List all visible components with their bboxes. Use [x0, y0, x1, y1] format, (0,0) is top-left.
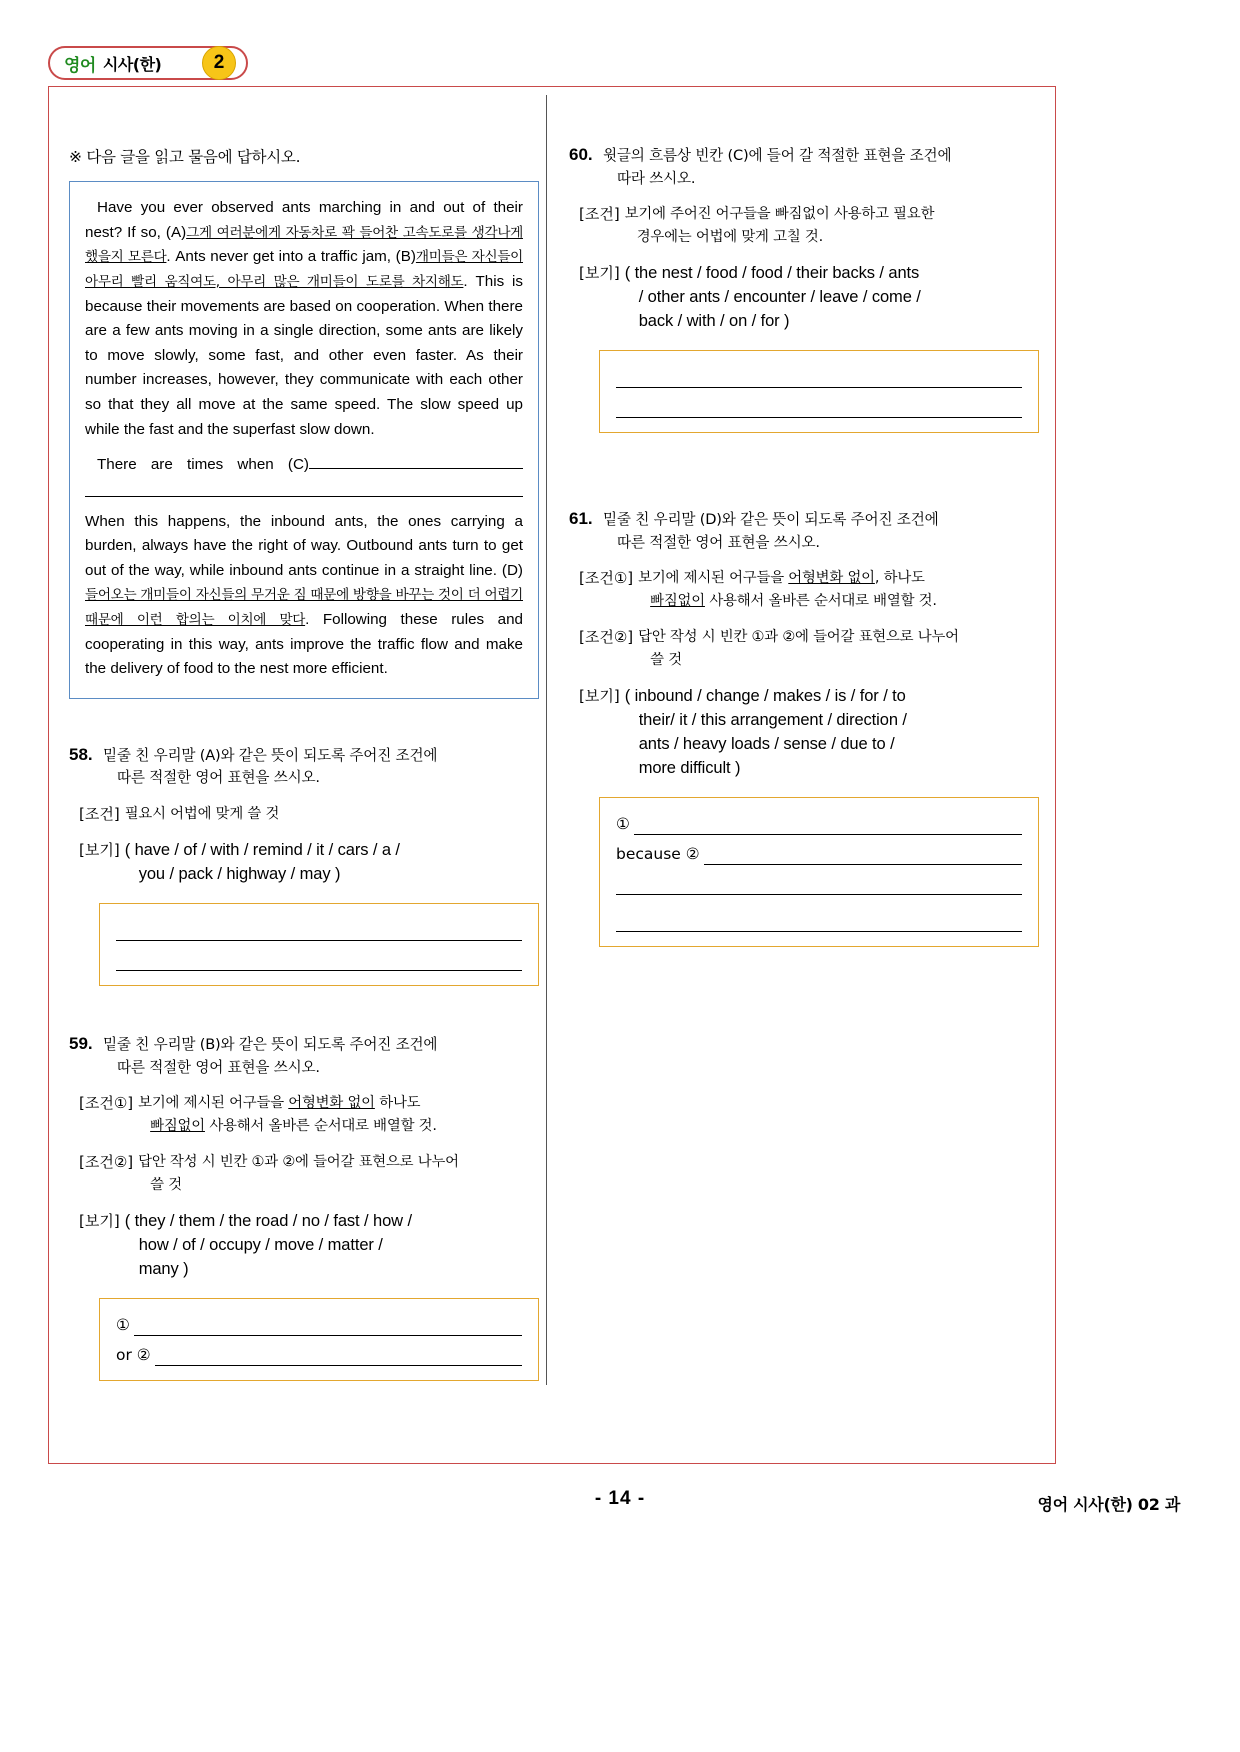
- passage-paragraph-2: [85, 453, 523, 505]
- passage-underline-b: 개미들은 자신들이 아무리 빨리 움직여도, 아무리 많은 개미들이 도로를 차지해도: [85, 249, 523, 290]
- passage-underline-a: 그게 여러분에게 자동차로 꽉 들어찬 고속도로를 생각나게 했을지 모른다: [85, 224, 523, 266]
- question-59-wordbank-label: [보기]: [79, 1212, 120, 1231]
- q59-c1-pre: 보기에 제시된 어구들을: [138, 1095, 289, 1112]
- question-61-answer-line-3[interactable]: [616, 872, 1022, 895]
- question-58-answer-line-2[interactable]: [116, 948, 522, 971]
- question-61-condition-2-text: [638, 626, 959, 672]
- question-59-prompt-line1: 밑줄 친 우리말 (B)와 같은 뜻이 되도록 주어진 조건에: [103, 1035, 438, 1053]
- question-61-condition-2: [569, 626, 1039, 672]
- passage-paragraph-1: [85, 196, 523, 442]
- question-61-answer-row-2[interactable]: [616, 842, 1022, 865]
- question-58-answer-line-1[interactable]: [116, 918, 522, 941]
- question-59-number: 59.: [69, 1033, 93, 1053]
- question-61-wordbank-body: [625, 685, 907, 781]
- question-60-header: [569, 145, 1039, 190]
- question-60-condition-label: [조건]: [579, 205, 620, 224]
- q61-c1-underline-1: 어형변화 없이: [788, 570, 875, 587]
- question-60-condition-text: [625, 203, 935, 249]
- question-59-condition-2-label: [조건②]: [79, 1153, 134, 1172]
- question-61-answer-prefix-1: ①: [616, 815, 630, 834]
- left-column: [69, 145, 539, 1381]
- question-59: [69, 1034, 539, 1381]
- question-58-answer-box[interactable]: [99, 903, 539, 986]
- question-59-answer-line-2[interactable]: [155, 1343, 522, 1366]
- question-58-wordbank-body: [125, 839, 400, 887]
- question-61-number: 61.: [569, 509, 593, 529]
- question-58-condition: [69, 803, 539, 826]
- question-60-condition: [569, 203, 1039, 249]
- q60-c1-line2: 경우에는 어법에 맞게 고칠 것.: [636, 229, 823, 246]
- page-content-frame: [48, 86, 1056, 1464]
- q61-c1-line2: [638, 590, 937, 613]
- question-61-answer-prefix-2: because ②: [616, 845, 700, 864]
- question-59-answer-row-2[interactable]: [116, 1343, 522, 1366]
- question-59-wordbank-line2: how / of / occupy / move / matter /: [138, 1236, 383, 1255]
- question-60-wordbank-line1: ( the nest / food / food / their backs / ants: [624, 264, 920, 283]
- q59-c2-line2: 쓸 것: [150, 1177, 182, 1194]
- question-61-wordbank-line2: their/ it / this arrangement / direction /: [638, 711, 907, 730]
- question-60-wordbank-line3: back / with / on / for ): [638, 312, 790, 331]
- passage-p3-part-b: . Following these rules and cooperating in this way, ants improve the traffic flow and make the delivery of food to the nest more efficient.: [85, 611, 523, 678]
- question-59-wordbank-line1: ( they / them / the road / no / fast / how /: [124, 1212, 412, 1231]
- column-divider: [546, 95, 547, 1385]
- question-58-header: [69, 745, 539, 790]
- question-61-answer-gap-1: [616, 835, 1022, 842]
- question-60-prompt-line1: 윗글의 흐름상 빈칸 (C)에 들어 갈 적절한 표현을 조건에: [603, 147, 952, 164]
- question-59-answer-gap: [116, 1336, 522, 1343]
- footer-lesson-label: 영어 시사(한) 02 과: [1037, 1495, 1180, 1514]
- question-60-prompt-line2: 따라 쓰시오.: [617, 169, 696, 187]
- question-58-number: 58.: [69, 744, 93, 764]
- question-60-wordbank-line2: / other ants / encounter / leave / come /: [638, 288, 921, 307]
- question-61-header: [569, 509, 1039, 554]
- question-59-condition-2: [69, 1151, 539, 1197]
- question-61-answer-gap-2: [616, 865, 1022, 872]
- question-58-prompt-line2: 따른 적절한 영어 표현을 쓰시오.: [117, 769, 320, 787]
- question-61-answer-line-4[interactable]: [616, 909, 1022, 932]
- passage-p2-text: There are times when (C): [97, 456, 309, 474]
- question-61-answer-line-1[interactable]: [634, 812, 1022, 835]
- question-59-answer-prefix-2: or ②: [116, 1346, 151, 1365]
- question-58: [69, 745, 539, 986]
- passage-p3-part-a: When this happens, the inbound ants, the ones carrying a burden, always have the right of way. Outbound ants turn to get out of the way, while inbound ants continue in a straight line. (D): [85, 512, 523, 579]
- passage-p1-part-a: Have you ever observed ants marching in and out of their nest? If so, (A): [85, 199, 523, 241]
- question-59-header: [69, 1034, 539, 1079]
- footer-page-number: - 14 -: [594, 1488, 646, 1509]
- question-61-condition-1: [569, 567, 1039, 613]
- reading-instruction: ※ 다음 글을 읽고 물음에 답하시오.: [69, 148, 301, 166]
- question-60-wordbank-label: [보기]: [579, 264, 620, 283]
- passage-underline-d: 들어오는 개미들이 자신들의 무거운 짐 때문에 방향을 바꾸는 것이 더 어렵기 때문에 이런 합의는 이치에 맞다: [85, 587, 523, 628]
- question-60-answer-line-2[interactable]: [616, 395, 1022, 418]
- question-59-condition-1-text: [138, 1092, 437, 1138]
- header-title: 시사(한): [102, 54, 162, 74]
- blank-c-line2: [85, 496, 523, 497]
- question-60: [569, 145, 1039, 433]
- q61-c1-pre: 보기에 제시된 어구들을: [638, 570, 789, 587]
- q59-c1-underline-2: 빠짐없이: [150, 1118, 205, 1135]
- q61-c1-line2-post: 사용해서 올바른 순서대로 배열할 것.: [704, 593, 937, 610]
- question-60-answer-line-1[interactable]: [616, 365, 1022, 388]
- passage-paragraph-3: [85, 510, 523, 682]
- question-60-wordbank: [569, 262, 1039, 334]
- question-58-wordbank-line2: you / pack / highway / may ): [138, 865, 341, 884]
- q61-c1-post: , 하나도: [874, 570, 925, 587]
- question-61-condition-1-text: [638, 567, 937, 613]
- question-58-condition-text: 필요시 어법에 맞게 쓸 것: [124, 806, 280, 823]
- question-59-condition-2-text: [138, 1151, 459, 1197]
- question-59-condition-1: [69, 1092, 539, 1138]
- q61-c2-line1: 답안 작성 시 빈칸 ①과 ②에 들어갈 표현으로 나누어: [638, 629, 959, 646]
- header-lesson-badge: 2: [202, 46, 236, 80]
- q59-c2-line1: 답안 작성 시 빈칸 ①과 ②에 들어갈 표현으로 나누어: [138, 1154, 459, 1171]
- question-58-wordbank: [69, 839, 539, 887]
- right-column: [569, 145, 1039, 947]
- q59-c1-line2: [138, 1115, 437, 1138]
- question-61-answer-box[interactable]: [599, 797, 1039, 947]
- question-59-prompt-line2: 따른 적절한 영어 표현을 쓰시오.: [117, 1058, 320, 1076]
- reading-passage: [69, 181, 539, 699]
- question-58-condition-label: [조건]: [79, 805, 120, 824]
- question-61-answer-gap-3: [616, 902, 1022, 909]
- question-59-wordbank: [69, 1210, 539, 1282]
- q60-c1-line1: 보기에 주어진 어구들을 빠짐없이 사용하고 필요한: [624, 206, 935, 223]
- passage-p1-part-c: . This is because their movements are based on cooperation. When there are a few ants moving in a single direction, some ants are likely to move slowly, some fast, and other even faster. As their number increases, however, they communicate with each other so that they all move at the same speed. The slow speed up while the fast and the superfast slow down.: [85, 272, 523, 438]
- question-61-answer-row-1[interactable]: [616, 812, 1022, 835]
- question-61-wordbank-line1: ( inbound / change / makes / is / for / to: [624, 687, 906, 706]
- question-59-condition-1-label: [조건①]: [79, 1094, 134, 1113]
- header-subject: 영어: [64, 55, 96, 76]
- question-59-wordbank-body: [125, 1210, 412, 1282]
- question-61-wordbank-line3: ants / heavy loads / sense / due to /: [638, 735, 895, 754]
- question-58-prompt: [103, 745, 437, 790]
- question-61-wordbank-line4: more difficult ): [638, 759, 741, 778]
- question-61-prompt-line1: 밑줄 친 우리말 (D)와 같은 뜻이 되도록 주어진 조건에: [603, 511, 939, 529]
- question-59-answer-line-1[interactable]: [134, 1313, 522, 1336]
- question-61-prompt: [603, 509, 939, 554]
- question-58-wordbank-label: [보기]: [79, 841, 120, 860]
- question-61: [569, 509, 1039, 947]
- q61-c1-underline-2: 빠짐없이: [650, 593, 705, 610]
- question-58-wordbank-line1: ( have / of / with / remind / it / cars / a /: [124, 841, 400, 860]
- question-61-wordbank-label: [보기]: [579, 687, 620, 706]
- passage-p1-part-b: . Ants never get into a traffic jam, (B): [166, 248, 416, 266]
- question-61-wordbank: [569, 685, 1039, 781]
- question-60-prompt: [603, 145, 951, 190]
- q59-c1-underline-1: 어형변화 없이: [288, 1095, 375, 1112]
- question-59-answer-box[interactable]: [99, 1298, 539, 1381]
- q59-c1-post: 하나도: [374, 1095, 421, 1112]
- question-60-number: 60.: [569, 145, 593, 164]
- question-61-condition-1-label: [조건①]: [579, 569, 634, 588]
- question-59-prompt: [103, 1034, 437, 1079]
- question-59-answer-row-1[interactable]: [116, 1313, 522, 1336]
- q59-c1-line2-post: 사용해서 올바른 순서대로 배열할 것.: [204, 1118, 437, 1135]
- question-59-wordbank-line3: many ): [138, 1260, 189, 1279]
- q61-c2-line2: 쓸 것: [650, 652, 682, 669]
- question-59-answer-prefix-1: ①: [116, 1316, 130, 1335]
- question-61-condition-2-label: [조건②]: [579, 628, 634, 647]
- blank-c-line1: [309, 468, 523, 469]
- question-61-answer-line-2[interactable]: [704, 842, 1022, 865]
- question-61-prompt-line2: 따른 적절한 영어 표현을 쓰시오.: [617, 533, 820, 551]
- question-60-answer-box[interactable]: [599, 350, 1039, 433]
- question-58-prompt-line1: 밑줄 친 우리말 (A)와 같은 뜻이 되도록 주어진 조건에: [103, 746, 438, 764]
- question-60-wordbank-body: [625, 262, 921, 334]
